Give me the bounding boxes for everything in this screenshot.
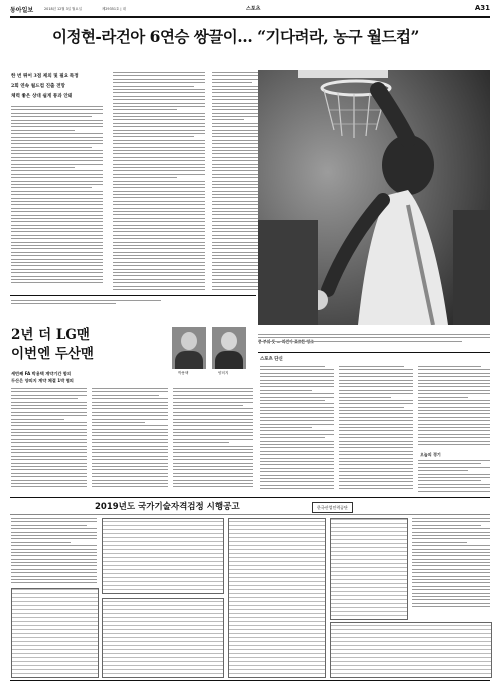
story2-body-col2 [92, 388, 168, 492]
masthead [10, 5, 490, 15]
masthead-rule [10, 16, 490, 18]
lead-subhead-2: 2회 연속 월드컵 진출 전망 [11, 84, 65, 89]
briefs-col3 [418, 366, 490, 450]
ad-title: 2019년도 국가기술자격검정 시행공고 [95, 502, 240, 512]
ad-table-2 [102, 518, 224, 594]
portrait-left [172, 327, 206, 369]
ad-table-6 [330, 622, 492, 678]
ad-top-rule [10, 497, 490, 498]
ad-table-3 [102, 598, 224, 678]
story2-subheads [11, 370, 74, 384]
ad-bottom-rule [10, 680, 490, 681]
masthead-date: 2018년 12월 3일 월요일 [44, 7, 82, 11]
briefs-rule [258, 352, 490, 353]
lead-body-col3 [212, 72, 258, 294]
ad-right-text [412, 518, 490, 610]
ad-left-text [11, 518, 97, 584]
ad-table-5 [330, 518, 408, 620]
lead-body-col1 [11, 106, 103, 288]
portrait-right [212, 327, 246, 369]
main-headline: 이정현-라건아 6연승 쌍끌이… “기다려라, 농구 월드컵” [52, 27, 419, 46]
story2-subhead-1: 세번째 FA 박용택 계약기간 합의 [11, 371, 71, 376]
dunk-photo-graphic [258, 70, 490, 325]
briefs-col1 [260, 366, 334, 494]
masthead-issue: 제29351호 | 대 [102, 7, 126, 11]
story2-subhead-2: 두산은 양의지 계약 체결 1박 협의 [11, 378, 74, 383]
briefs-col2 [339, 366, 413, 494]
lead-subhead-1: 한 번 뛰어 3점 제외 및 필요 특정 [11, 74, 79, 79]
section-label: 스포츠 [246, 6, 261, 12]
story2-body-col3 [173, 388, 253, 492]
story2-title-line1: 2년 더 LG맨 [11, 327, 90, 343]
story2-body-col1 [11, 388, 87, 492]
results-lines [418, 460, 490, 494]
lead-body-col2 [113, 72, 205, 294]
masthead-paper: 동아일보 [10, 7, 34, 14]
story2-rule [10, 295, 256, 296]
page-number: A31 [474, 4, 490, 12]
portrait-right-name: 양의지 [218, 371, 229, 375]
ad-org-badge [312, 502, 353, 513]
story2-title-line2: 이번엔 두산맨 [11, 346, 94, 362]
briefs-heading: 스포츠 단신 [260, 357, 283, 362]
lead-subheads [11, 72, 107, 102]
ad-title-rule [10, 514, 490, 515]
dunk-photo [258, 70, 490, 325]
lead-subhead-3: 체력 좋은 상대 쉽게 통과 안돼 [11, 94, 73, 99]
ad-org: 한국산업인력공단 [317, 505, 348, 510]
photo-caption-lines [258, 334, 490, 346]
story2-intro-lines [11, 300, 161, 308]
portrait-left-name: 박용택 [178, 371, 189, 375]
ad-table-4 [228, 518, 326, 678]
ad-table-1 [11, 588, 99, 678]
results-heading: 오늘의 경기 [420, 452, 441, 457]
story2-headline [11, 326, 94, 364]
